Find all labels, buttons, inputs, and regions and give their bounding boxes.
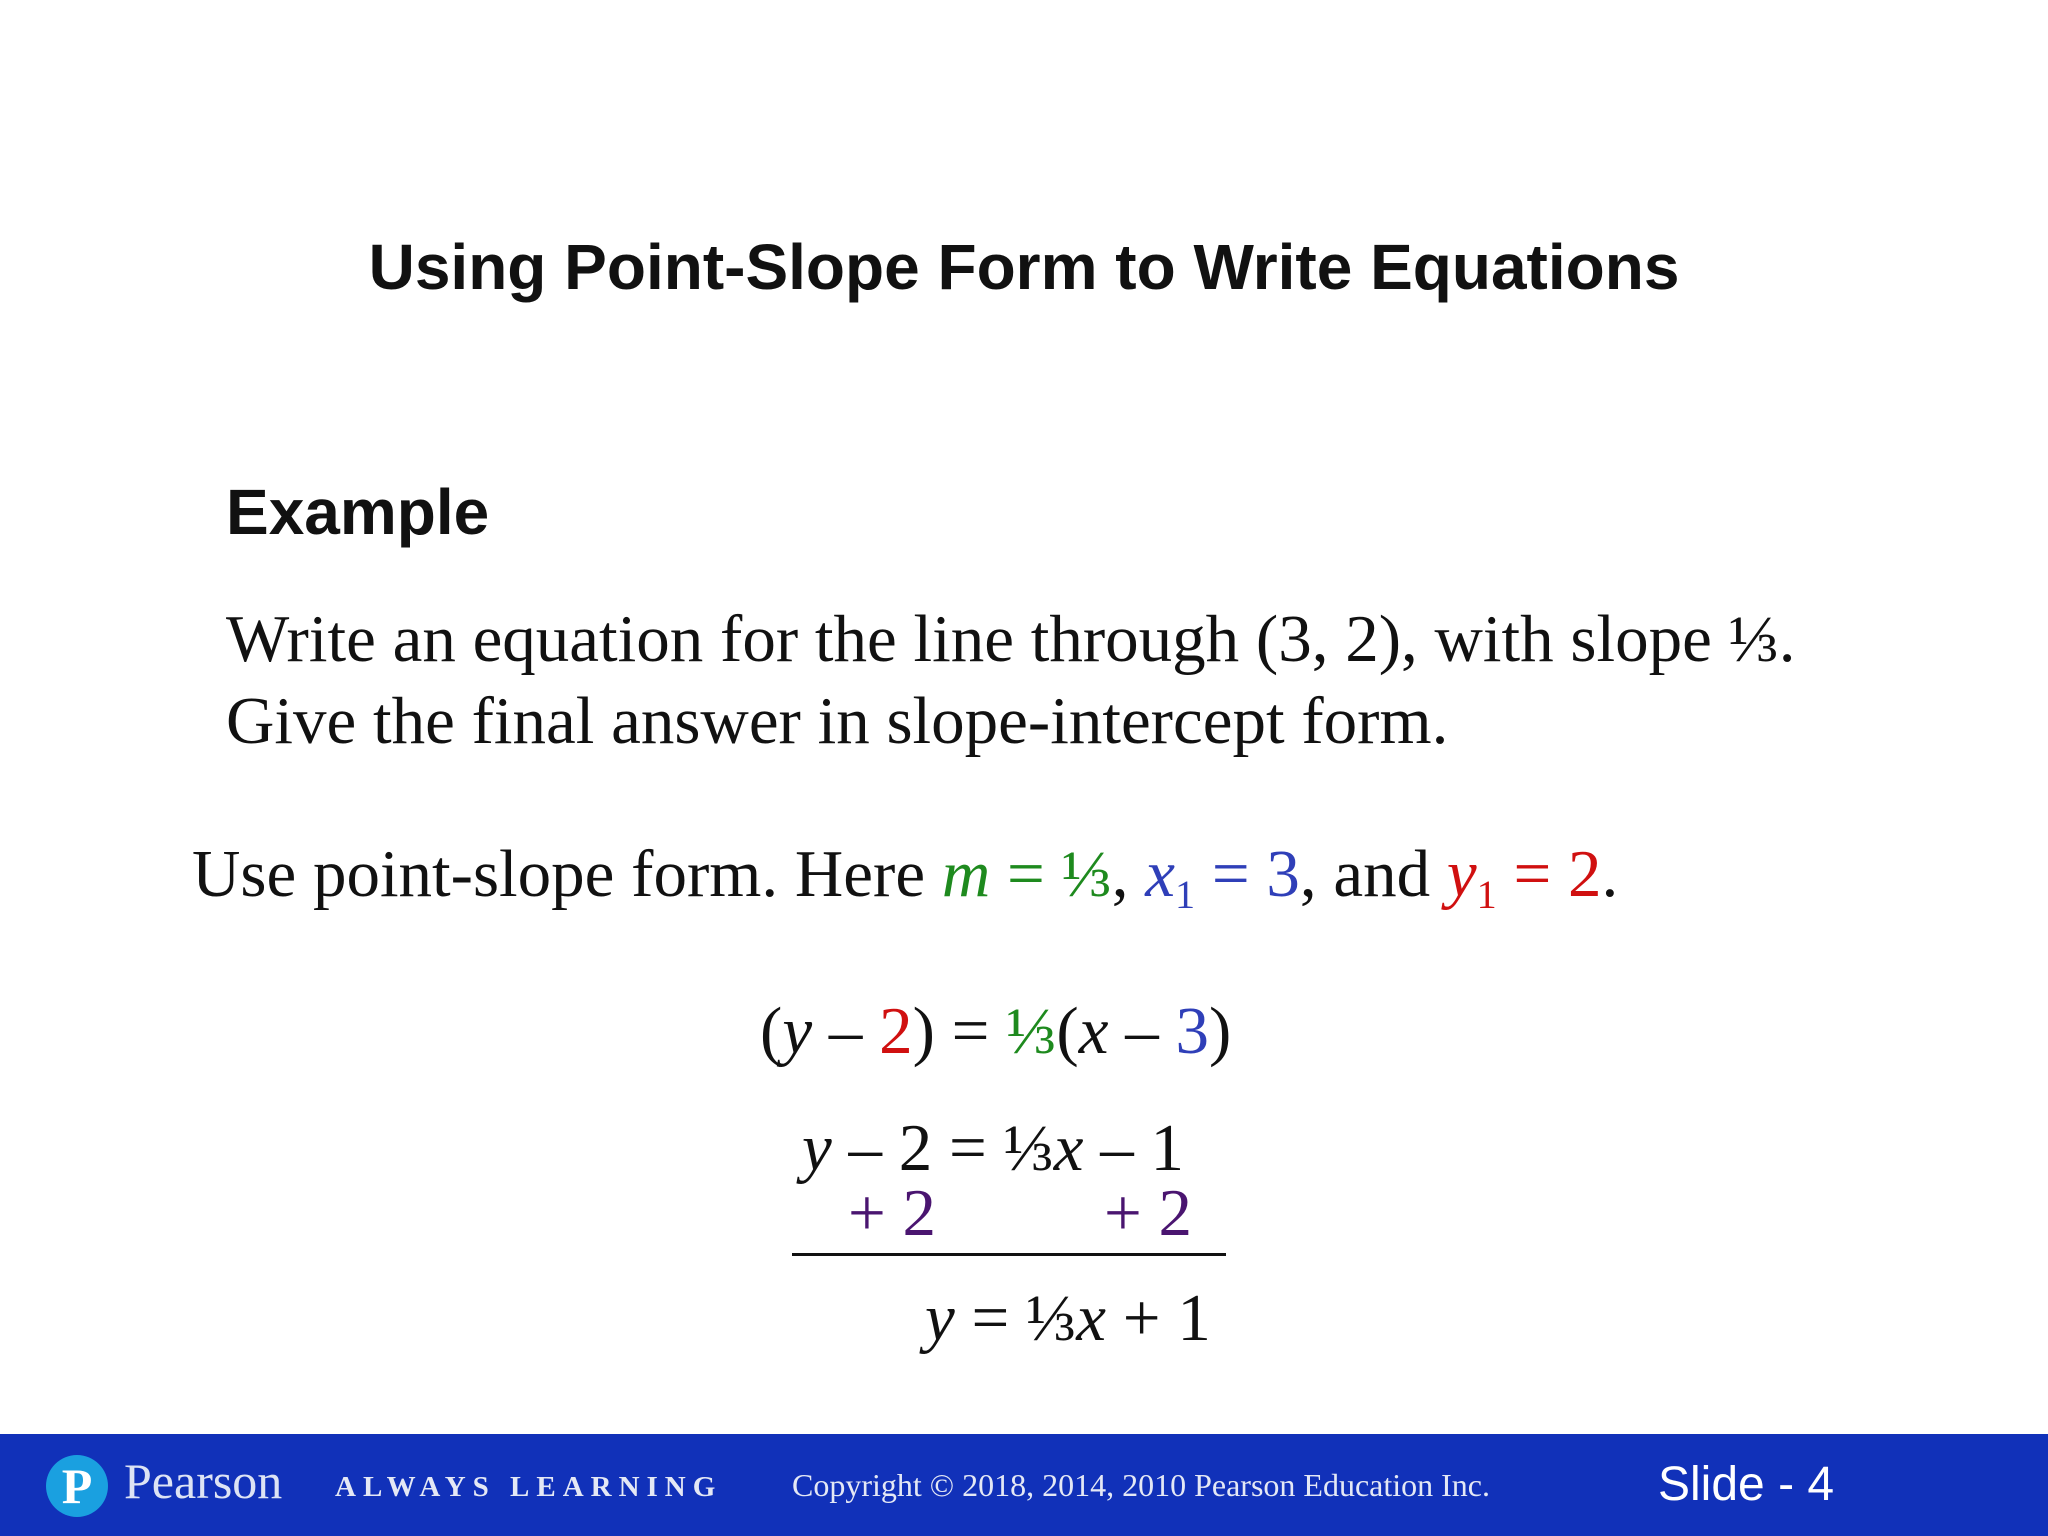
- eq1-minus-2: –: [1108, 994, 1176, 1068]
- result-mid: = ⅓: [954, 1281, 1077, 1355]
- eq1-minus: –: [812, 994, 880, 1068]
- y1-variable: y: [1446, 837, 1477, 911]
- slide-title: Using Point-Slope Form to Write Equations: [368, 231, 1680, 303]
- x1-variable: x: [1145, 837, 1176, 911]
- setup-intro: Use point-slope form. Here: [192, 837, 942, 911]
- slope-variable: m: [941, 837, 991, 911]
- example-heading: Example: [226, 476, 490, 548]
- problem-line-2: Give the final answer in slope-intercept form.: [226, 684, 1449, 758]
- brand-name: Pearson: [124, 1453, 283, 1509]
- result-y: y: [925, 1281, 955, 1355]
- point-slope-equation: [760, 993, 1231, 1069]
- eq2-x: x: [1053, 1111, 1084, 1185]
- pearson-p-logo-icon: [46, 1455, 108, 1517]
- eq1-equals: ) =: [912, 994, 1007, 1068]
- slope-value: [942, 837, 1112, 911]
- add-two-right: + 2: [1104, 1176, 1193, 1250]
- problem-line-1: Write an equation for the line through (3, 2), with slope ⅓.: [226, 602, 1796, 676]
- x1-value: [1145, 837, 1300, 918]
- paren-open-2: (: [1056, 994, 1079, 1068]
- setup-separator-2: , and: [1299, 837, 1447, 911]
- slope-equals: = ⅓: [990, 837, 1112, 911]
- y1-subscript: 1: [1476, 872, 1497, 918]
- y1-value: [1446, 837, 1602, 918]
- eq1-y: y: [782, 994, 813, 1068]
- svg-text:P: P: [61, 1458, 93, 1514]
- eq2-mid: – 2 = ⅓: [831, 1111, 1054, 1185]
- paren-close: ): [1208, 994, 1232, 1068]
- problem-statement: [226, 598, 1796, 762]
- paren-open: (: [760, 994, 783, 1068]
- result-x: x: [1076, 1281, 1107, 1355]
- eq1-x: x: [1078, 994, 1109, 1068]
- y1-equals: = 2: [1496, 837, 1602, 911]
- eq1-y1-value: 2: [879, 994, 913, 1068]
- result-equation: [925, 1280, 1211, 1356]
- copyright-notice: Copyright © 2018, 2014, 2010 Pearson Education Inc.: [792, 1467, 1490, 1503]
- setup-end: .: [1601, 837, 1619, 911]
- add-two-left: + 2: [848, 1176, 937, 1250]
- x1-subscript: 1: [1175, 872, 1196, 918]
- eq1-slope: ⅓: [1006, 994, 1057, 1068]
- result-end: + 1: [1106, 1281, 1211, 1355]
- footer-bar: [0, 1434, 2048, 1536]
- setup-statement: [192, 833, 1619, 918]
- eq1-x1-value: 3: [1175, 994, 1209, 1068]
- addition-rule-line: [792, 1253, 1226, 1256]
- slide-number: Slide - 4: [1658, 1458, 1835, 1511]
- x1-equals: = 3: [1195, 837, 1300, 911]
- eq2-end: – 1: [1083, 1111, 1185, 1185]
- eq2-y: y: [802, 1111, 832, 1185]
- tagline: ALWAYS LEARNING: [335, 1471, 723, 1503]
- setup-separator-1: ,: [1111, 837, 1146, 911]
